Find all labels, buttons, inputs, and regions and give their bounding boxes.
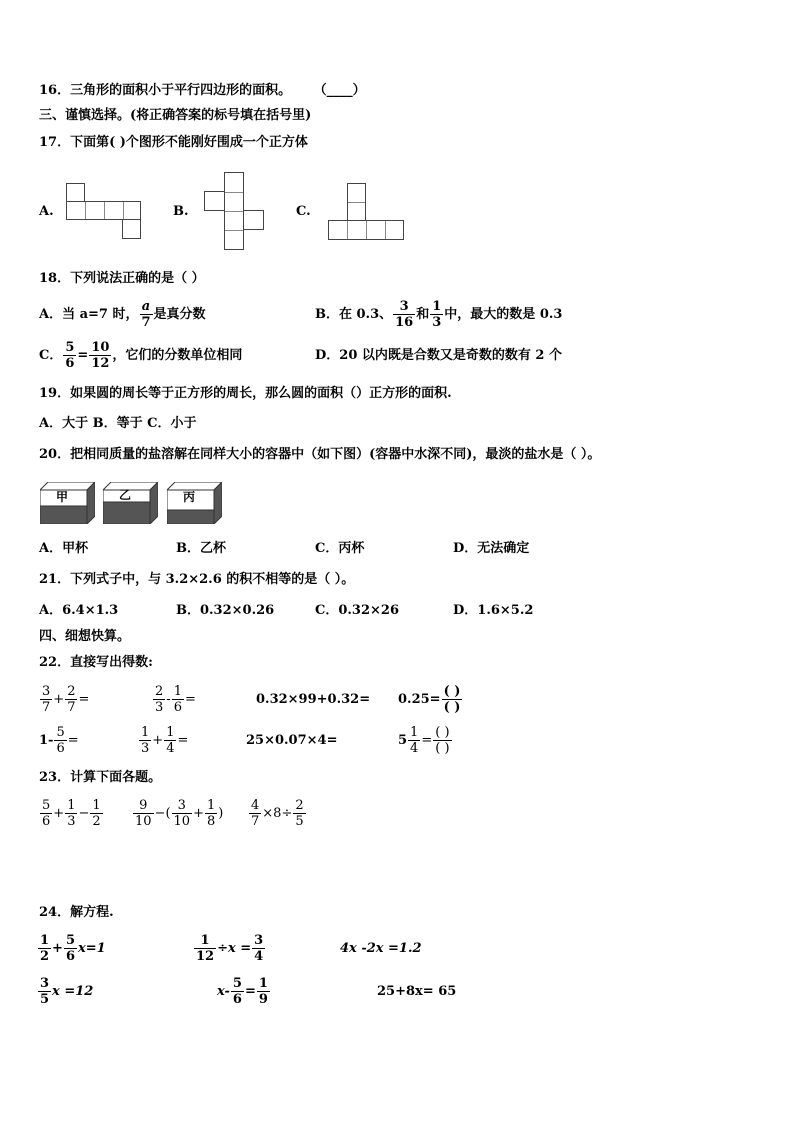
q22-item-4: 0.25= $\frac{( )}{( )}$: [398, 684, 461, 715]
q19-text: 19．如果圆的周长等于正方形的周长，那么圆的面积（）正方形的面积.: [39, 386, 452, 401]
q22-item-1: $\frac{3}{7}$ + $\frac{2}{7}$ =: [42, 684, 90, 715]
q16-text: 16．三角形的面积小于平行四边形的面积。 （____）: [39, 83, 366, 98]
q18-option-d[interactable]: D．20 以内既是合数又是奇数的数有 2 个: [315, 348, 562, 363]
q23-text: 23．计算下面各题。: [39, 770, 162, 785]
q21-text: 21．下列式子中，与 3.2×2.6 的积不相等的是（ ）。: [39, 572, 355, 587]
cube-net-a: [66, 183, 141, 239]
q23-expr-1: $\frac{5}{6}$ + $\frac{1}{3}$ − $\frac{1}{2}$: [42, 798, 101, 829]
q18-option-c[interactable]: C． $\frac{5}{6}$ = $\frac{10}{12}$ ，它们的分数单位相同: [39, 340, 243, 371]
q19-options[interactable]: A．大于 B．等于 C．小于: [39, 416, 197, 431]
cup-bing: [167, 482, 222, 524]
q22-item-6: $\frac{1}{3}$ + $\frac{1}{4}$ =: [141, 725, 189, 756]
q17-text: 17．下面第( )个图形不能刚好围成一个正方体: [39, 135, 308, 150]
q16-blank[interactable]: （____）: [313, 83, 366, 98]
q20-option-a[interactable]: A．甲杯: [39, 541, 89, 556]
q20-option-c[interactable]: C．丙杯: [315, 541, 365, 556]
q23-expr-2: $\frac{9}{10}$ −( $\frac{3}{10}$ + $\frac{1}{8}$ ): [135, 798, 224, 829]
cube-net-c: [328, 183, 404, 240]
q24-text: 24．解方程.: [39, 905, 114, 920]
q22-item-5: 1- $\frac{5}{6}$ =: [39, 725, 79, 756]
cube-net-b: [204, 172, 264, 250]
cup-jia: [40, 482, 95, 524]
q18-option-b[interactable]: B．在 0.3、 $\frac{3}{16}$ 和 $\frac{1}{3}$ 中，最大的数是 0.3: [315, 299, 563, 330]
q22-item-7: 25×0.07×4=: [246, 733, 338, 748]
q21-option-c[interactable]: C．0.32×26: [315, 603, 399, 618]
q21-option-a[interactable]: A．6.4×1.3: [39, 603, 119, 618]
q24-eq-2: $\frac{1}{12}$ ÷x = $\frac{3}{4}$: [196, 933, 264, 964]
q17-option-a[interactable]: A.: [39, 204, 54, 219]
q24-eq-3: 4x -2x =1.2: [340, 941, 422, 956]
q17-option-b[interactable]: B.: [173, 204, 189, 219]
q18-option-a[interactable]: A．当 a=7 时， $\frac{a}{7}$ 是真分数: [39, 299, 206, 330]
q17-option-c[interactable]: C.: [296, 204, 311, 219]
q20-option-d[interactable]: D．无法确定: [453, 541, 530, 556]
cup-yi: [103, 482, 158, 524]
q20-text: 20．把相同质量的盐溶解在同样大小的容器中（如下图）(容器中水深不同)，最淡的盐水是（ ）。: [39, 447, 601, 462]
q20-option-b[interactable]: B．乙杯: [176, 541, 226, 556]
cup-bing-label: 丙: [183, 490, 196, 504]
q24-eq-4: $\frac{3}{5}$ x =12: [40, 976, 94, 1007]
q24-eq-1: $\frac{1}{2}$ + $\frac{5}{6}$ x=1: [40, 933, 106, 964]
q21-option-d[interactable]: D．1.6×5.2: [453, 603, 534, 618]
section-4-title: 四、细想快算。: [39, 629, 131, 644]
q22-item-8: 5 $\frac{1}{4}$ = $\frac{( )}{( )}$: [398, 725, 450, 756]
q22-item-2: $\frac{2}{3}$ - $\frac{1}{6}$ =: [155, 684, 196, 715]
q21-option-b[interactable]: B．0.32×0.26: [176, 603, 275, 618]
section-3-title: 三、谨慎选择。(将正确答案的标号填在括号里): [39, 108, 312, 123]
q24-eq-6: 25+8x= 65: [377, 984, 457, 999]
q23-expr-3: $\frac{4}{7}$ ×8÷ $\frac{2}{5}$: [251, 798, 304, 829]
q24-eq-5: x- $\frac{5}{6}$ = $\frac{1}{9}$: [217, 976, 268, 1007]
q22-item-3: 0.32×99+0.32=: [256, 692, 371, 707]
q18-text: 18．下列说法正确的是（ ）: [39, 271, 205, 286]
cup-jia-label: 甲: [56, 490, 69, 504]
cup-yi-label: 乙: [119, 488, 132, 502]
q22-text: 22．直接写出得数:: [39, 655, 153, 670]
